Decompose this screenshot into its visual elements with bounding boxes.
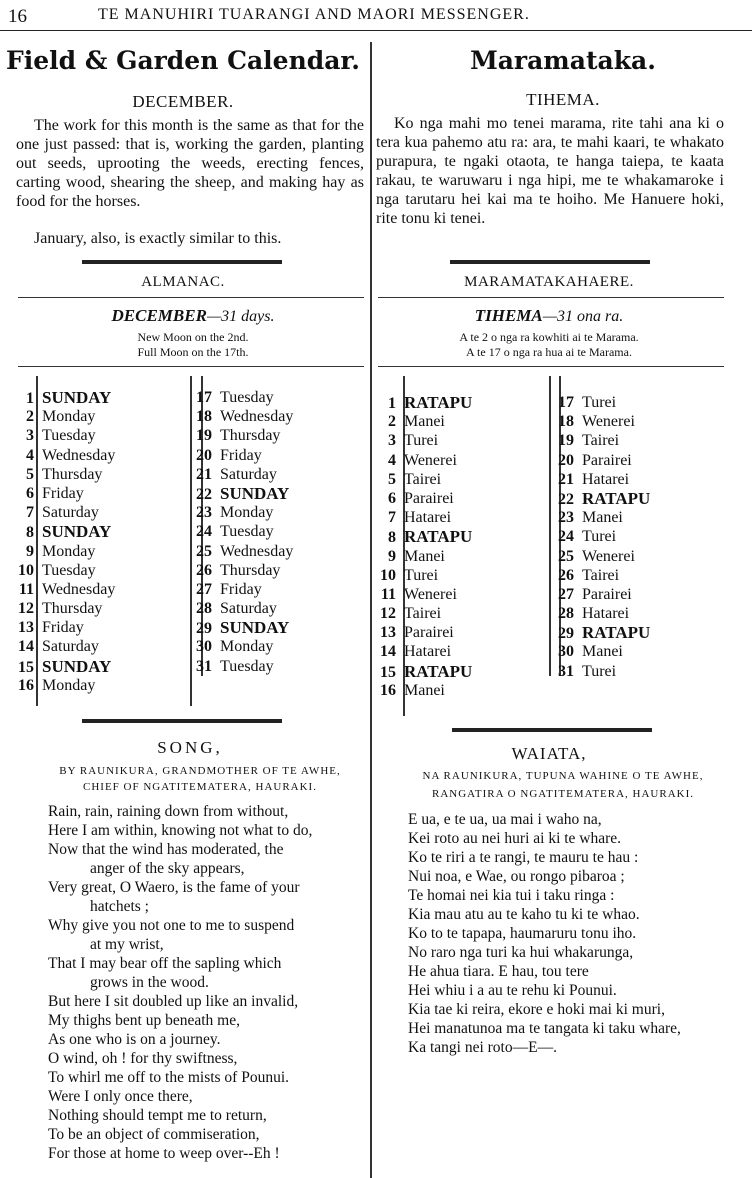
day-row xyxy=(178,522,293,541)
day-row xyxy=(540,412,650,431)
song-line: Kia tae ki reira, ekore e hoki mai ki muri, xyxy=(408,1001,665,1018)
day-row xyxy=(0,465,115,484)
day-number: 15 xyxy=(18,658,34,676)
song-line: For those at home to weep over--Eh ! xyxy=(48,1145,280,1162)
day-number: 11 xyxy=(380,585,396,603)
day-name: Tairei xyxy=(582,432,620,450)
left-cal-month-name: DECEMBER xyxy=(111,306,207,325)
day-name: Friday xyxy=(220,446,262,464)
day-row xyxy=(178,465,293,484)
day-number: 22 xyxy=(558,490,574,508)
left-day-list-2 xyxy=(178,388,293,676)
song-line: To whirl me off to the mists of Pounui. xyxy=(48,1069,290,1086)
left-song-rule xyxy=(82,719,282,723)
day-number: 21 xyxy=(558,470,574,488)
day-name: Manei xyxy=(582,509,623,527)
day-name: Monday xyxy=(220,504,274,522)
day-name: Hatarei xyxy=(404,643,452,661)
day-row xyxy=(540,527,650,546)
song-line: No raro nga turi ka hui whakarunga, xyxy=(408,944,634,961)
right-new-moon: A te 2 o nga ra kowhiti ai te Marama. xyxy=(459,330,639,344)
day-number: 19 xyxy=(196,427,212,445)
day-name: Wenerei xyxy=(404,451,457,469)
day-name: Tairei xyxy=(404,605,442,623)
day-number: 30 xyxy=(558,643,574,661)
day-row xyxy=(0,446,115,465)
day-number: 13 xyxy=(380,624,396,642)
maramataka-title: Maramataka. xyxy=(470,46,656,75)
day-number: 5 xyxy=(388,470,396,488)
day-row xyxy=(178,618,293,637)
right-month-heading: TIHEMA. xyxy=(526,90,600,109)
day-name: Saturday xyxy=(42,504,99,522)
day-row xyxy=(540,585,650,604)
day-number: 12 xyxy=(18,600,34,618)
day-row xyxy=(540,451,650,470)
day-number: 22 xyxy=(196,485,212,503)
day-name: Parairei xyxy=(404,624,454,642)
right-thick-rule xyxy=(450,260,650,264)
song-line: Te homai nei kia tui i taku ringa : xyxy=(408,887,615,904)
day-number: 7 xyxy=(26,504,34,522)
song-line: Now that the wind has moderated, the xyxy=(48,841,284,858)
left-full-moon: Full Moon on the 17th. xyxy=(137,345,249,359)
day-number: 17 xyxy=(196,389,212,406)
left-calendar-paragraph: The work for this month is the same as that for the one just passed: that is, working the garden, planting out seeds, uprooting the weeds, erecting fences, carting wood, shearing the sheep, and making hay as food for the horses. xyxy=(16,117,364,210)
song-line: Hei whiu i a au te rehu ki Pounui. xyxy=(408,982,617,999)
song-line: E ua, e te ua, ua mai i waho na, xyxy=(408,811,602,828)
day-row xyxy=(540,508,650,527)
day-row xyxy=(0,599,115,618)
left-cal-rule xyxy=(18,366,364,367)
day-number: 14 xyxy=(380,643,396,661)
waiata-title: WAIATA, xyxy=(511,744,587,763)
day-number: 8 xyxy=(388,529,396,547)
day-name: Friday xyxy=(42,484,84,502)
maramatakahaere-title: MARAMATAKAHAERE. xyxy=(464,274,634,290)
day-name: Tuesday xyxy=(42,427,96,445)
day-number: 20 xyxy=(196,446,212,464)
day-number: 21 xyxy=(196,465,212,483)
song-lines xyxy=(48,802,378,1163)
day-number: 24 xyxy=(196,523,212,541)
left-thick-rule xyxy=(82,260,282,264)
day-row xyxy=(362,681,472,700)
day-row xyxy=(178,407,293,426)
day-name: RATAPU xyxy=(582,623,651,643)
day-number: 12 xyxy=(380,605,396,623)
day-row xyxy=(540,393,650,412)
almanac-title: ALMANAC. xyxy=(141,274,225,290)
song-line: Kei roto au nei huri ai ki te whare. xyxy=(408,830,622,847)
day-number: 4 xyxy=(26,446,34,464)
day-name: Wednesday xyxy=(42,446,116,464)
right-cal-rule xyxy=(378,366,724,367)
left-month-heading: DECEMBER. xyxy=(132,92,234,111)
day-row xyxy=(362,642,472,661)
right-cal-month-name: TIHEMA xyxy=(474,306,543,325)
day-row xyxy=(0,618,115,637)
day-number: 1 xyxy=(26,390,34,407)
day-name: Saturday xyxy=(42,638,99,656)
day-name: Parairei xyxy=(582,451,632,469)
day-name: Turei xyxy=(582,528,617,546)
day-name: Friday xyxy=(220,580,262,598)
waiata-author-line-1: NA RAUNIKURA, TUPUNA WAHINE O TE AWHE, xyxy=(422,770,704,782)
day-row xyxy=(0,426,115,445)
day-number: 31 xyxy=(196,657,212,675)
right-cal-month xyxy=(374,306,724,326)
day-number: 3 xyxy=(26,427,34,445)
song-author-line-1: BY RAUNIKURA, GRANDMOTHER OF TE AWHE, xyxy=(59,765,341,777)
right-calendar-paragraph: Ko nga mahi mo tenei marama, rite tahi ana ki o tera kua pahemo atu ra: ara, te mahi kaari, te whakato purapura, te ngaki otaota, te hanga taiepa, te kaata rakau, te waruwaru i nga hipi, me te whakamaroke i nga tarutaru hei kai ma te hoiho. Me Hanuere hoki, rite tonu ki tenei. xyxy=(376,115,724,227)
song-line: Ko te riri a te rangi, te mauru te hau : xyxy=(408,849,639,866)
day-number: 23 xyxy=(196,504,212,522)
day-row xyxy=(178,426,293,445)
day-number: 2 xyxy=(26,408,34,426)
day-name: Thursday xyxy=(220,427,281,445)
day-row xyxy=(178,580,293,599)
day-number: 25 xyxy=(558,547,574,565)
day-number: 24 xyxy=(558,528,574,546)
day-number: 16 xyxy=(18,676,34,694)
day-row xyxy=(362,431,472,450)
day-name: Manei xyxy=(404,547,445,565)
day-row xyxy=(540,604,650,623)
song-line: Here I am within, knowing not what to do, xyxy=(48,822,313,839)
day-name: SUNDAY xyxy=(42,522,112,542)
song-line: Nui noa, e Wae, ou rongo pibaroa ; xyxy=(408,868,625,885)
day-row xyxy=(0,637,115,656)
day-number: 4 xyxy=(388,451,396,469)
left-cal-days: —31 days. xyxy=(206,308,275,325)
day-row xyxy=(362,412,472,431)
day-name: SUNDAY xyxy=(42,656,112,676)
day-number: 26 xyxy=(196,561,212,579)
day-number: 10 xyxy=(18,561,34,579)
left-day-list-1 xyxy=(0,388,115,695)
day-row xyxy=(540,623,650,642)
day-number: 10 xyxy=(380,566,396,584)
right-day-list-2 xyxy=(540,393,650,681)
day-number: 16 xyxy=(380,681,396,699)
day-row xyxy=(362,604,472,623)
song-line: He ahua tiara. E hau, tou tere xyxy=(408,963,589,980)
day-name: Tairei xyxy=(404,470,442,488)
day-name: Friday xyxy=(42,619,84,637)
day-number: 2 xyxy=(388,413,396,431)
day-row xyxy=(362,547,472,566)
song-line: O wind, oh ! for thy swiftness, xyxy=(48,1050,238,1067)
day-row xyxy=(178,446,293,465)
day-number: 15 xyxy=(380,663,396,681)
right-almanac-rule xyxy=(378,297,724,298)
song-line: at my wrist, xyxy=(90,936,164,953)
day-row xyxy=(540,662,650,681)
day-number: 9 xyxy=(388,547,396,565)
day-row xyxy=(540,642,650,661)
day-row xyxy=(362,451,472,470)
day-row xyxy=(0,388,115,407)
day-row xyxy=(540,489,650,508)
day-row xyxy=(540,566,650,585)
day-number: 31 xyxy=(558,662,574,680)
day-name: Turei xyxy=(404,432,439,450)
day-row xyxy=(178,388,293,407)
day-name: Wenerei xyxy=(582,413,635,431)
song-line: anger of the sky appears, xyxy=(90,860,245,877)
day-number: 3 xyxy=(388,432,396,450)
right-day-list-1 xyxy=(362,393,472,700)
day-name: Turei xyxy=(404,566,439,584)
day-name: Monday xyxy=(220,638,274,656)
day-name: Manei xyxy=(582,643,623,661)
song-line: Ko to te tapapa, haumaruru tonu iho. xyxy=(408,925,637,942)
day-row xyxy=(362,585,472,604)
day-name: Manei xyxy=(404,681,445,699)
day-row xyxy=(0,676,115,695)
field-garden-title: Field & Garden Calendar. xyxy=(5,46,361,75)
page-header: TE MANUHIRI TUARANGI AND MAORI MESSENGER. xyxy=(98,6,530,23)
day-row xyxy=(362,508,472,527)
day-row xyxy=(178,637,293,656)
day-name: SUNDAY xyxy=(220,483,290,503)
day-name: Wednesday xyxy=(42,580,116,598)
day-number: 29 xyxy=(196,620,212,638)
day-number: 8 xyxy=(26,524,34,542)
day-number: 28 xyxy=(558,605,574,623)
day-name: Hatarei xyxy=(404,509,452,527)
day-row xyxy=(0,407,115,426)
day-name: Turei xyxy=(582,662,617,680)
day-row xyxy=(540,547,650,566)
day-name: Saturday xyxy=(220,465,277,483)
day-row xyxy=(0,657,115,676)
day-row xyxy=(178,484,293,503)
song-line: grows in the wood. xyxy=(90,974,209,991)
day-number: 1 xyxy=(388,395,396,412)
header-rule xyxy=(0,30,752,31)
day-name: Turei xyxy=(582,394,617,411)
day-row xyxy=(0,522,115,541)
day-name: Wenerei xyxy=(582,547,635,565)
day-row xyxy=(178,561,293,580)
day-name: SUNDAY xyxy=(220,618,290,638)
song-line: Nothing should tempt me to return, xyxy=(48,1107,267,1124)
left-cal-month xyxy=(0,306,386,326)
song-line: My thighs bent up beneath me, xyxy=(48,1012,240,1029)
day-number: 30 xyxy=(196,638,212,656)
day-row xyxy=(362,566,472,585)
day-number: 27 xyxy=(196,580,212,598)
day-name: Tairei xyxy=(582,566,620,584)
song-line: Rain, rain, raining down from without, xyxy=(48,803,289,820)
left-almanac-rule xyxy=(18,297,364,298)
day-row xyxy=(0,561,115,580)
song-line: To be an object of commiseration, xyxy=(48,1126,260,1143)
day-name: Thursday xyxy=(220,561,281,579)
song-line: Very great, O Waero, is the fame of your xyxy=(48,879,300,896)
day-name: Thursday xyxy=(42,465,103,483)
day-row xyxy=(362,527,472,546)
day-name: RATAPU xyxy=(404,527,473,547)
day-name: Wednesday xyxy=(220,542,294,560)
day-number: 29 xyxy=(558,625,574,643)
day-number: 18 xyxy=(196,408,212,426)
day-name: Monday xyxy=(42,408,96,426)
right-cal-days: —31 ona ra. xyxy=(542,308,624,325)
day-row xyxy=(178,657,293,676)
song-line: But here I sit doubled up like an invalid, xyxy=(48,993,299,1010)
day-row xyxy=(0,580,115,599)
day-name: Manei xyxy=(404,413,445,431)
day-name: Hatarei xyxy=(582,605,630,623)
song-line: As one who is on a journey. xyxy=(48,1031,221,1048)
day-name: Thursday xyxy=(42,600,103,618)
day-row xyxy=(178,542,293,561)
day-row xyxy=(0,484,115,503)
day-name: Parairei xyxy=(582,585,632,603)
day-name: RATAPU xyxy=(582,488,651,508)
song-line: Ka tangi nei roto—E—. xyxy=(408,1039,557,1056)
day-row xyxy=(362,662,472,681)
day-number: 26 xyxy=(558,566,574,584)
day-name: RATAPU xyxy=(404,661,473,681)
left-new-moon: New Moon on the 2nd. xyxy=(137,330,249,344)
day-number: 19 xyxy=(558,432,574,450)
day-row xyxy=(362,393,472,412)
song-author-line-2: CHIEF OF NGATITEMATERA, HAURAKI. xyxy=(83,781,317,793)
day-name: RATAPU xyxy=(404,393,473,412)
day-row xyxy=(362,489,472,508)
day-name: Tuesday xyxy=(220,657,274,675)
song-line: That I may bear off the sapling which xyxy=(48,955,282,972)
day-number: 5 xyxy=(26,465,34,483)
day-number: 11 xyxy=(18,580,34,598)
song-line: hatchets ; xyxy=(90,898,149,915)
day-number: 6 xyxy=(26,484,34,502)
day-number: 23 xyxy=(558,509,574,527)
day-number: 9 xyxy=(26,542,34,560)
day-name: Tuesday xyxy=(220,389,274,406)
day-row xyxy=(362,470,472,489)
song-line: Why give you not one to me to suspend xyxy=(48,917,295,934)
day-row xyxy=(0,503,115,522)
left-calendar-note: January, also, is exactly similar to this. xyxy=(34,230,282,247)
day-number: 13 xyxy=(18,619,34,637)
day-number: 25 xyxy=(196,542,212,560)
day-row xyxy=(362,623,472,642)
day-name: Tuesday xyxy=(220,523,274,541)
day-number: 14 xyxy=(18,638,34,656)
day-name: Parairei xyxy=(404,489,454,507)
day-number: 6 xyxy=(388,489,396,507)
day-row xyxy=(178,503,293,522)
day-number: 27 xyxy=(558,585,574,603)
day-name: Wenerei xyxy=(404,585,457,603)
song-line: Kia mau atu au te kaho tu ki te whao. xyxy=(408,906,640,923)
day-number: 18 xyxy=(558,413,574,431)
day-number: 17 xyxy=(558,394,574,411)
day-name: Monday xyxy=(42,542,96,560)
day-row xyxy=(540,470,650,489)
day-name: Saturday xyxy=(220,600,277,618)
waiata-author-line-2: RANGATIRA O NGATITEMATERA, HAURAKI. xyxy=(431,788,695,800)
day-number: 20 xyxy=(558,451,574,469)
day-number: 28 xyxy=(196,600,212,618)
song-line: Were I only once there, xyxy=(48,1088,193,1105)
right-song-rule xyxy=(452,728,652,732)
day-name: SUNDAY xyxy=(42,388,112,407)
day-name: Monday xyxy=(42,676,96,694)
day-name: Hatarei xyxy=(582,470,630,488)
day-number: 7 xyxy=(388,509,396,527)
day-name: Wednesday xyxy=(220,408,294,426)
day-name: Tuesday xyxy=(42,561,96,579)
waiata-lines xyxy=(408,810,748,1057)
day-row xyxy=(540,431,650,450)
day-row xyxy=(0,542,115,561)
day-row xyxy=(178,599,293,618)
right-full-moon: A te 17 o nga ra hua ai te Marama. xyxy=(466,345,632,359)
page-number: 16 xyxy=(8,6,27,27)
song-line: Hei manatunoa ma te tangata ki taku whare, xyxy=(408,1020,681,1037)
song-title: SONG, xyxy=(157,738,223,757)
